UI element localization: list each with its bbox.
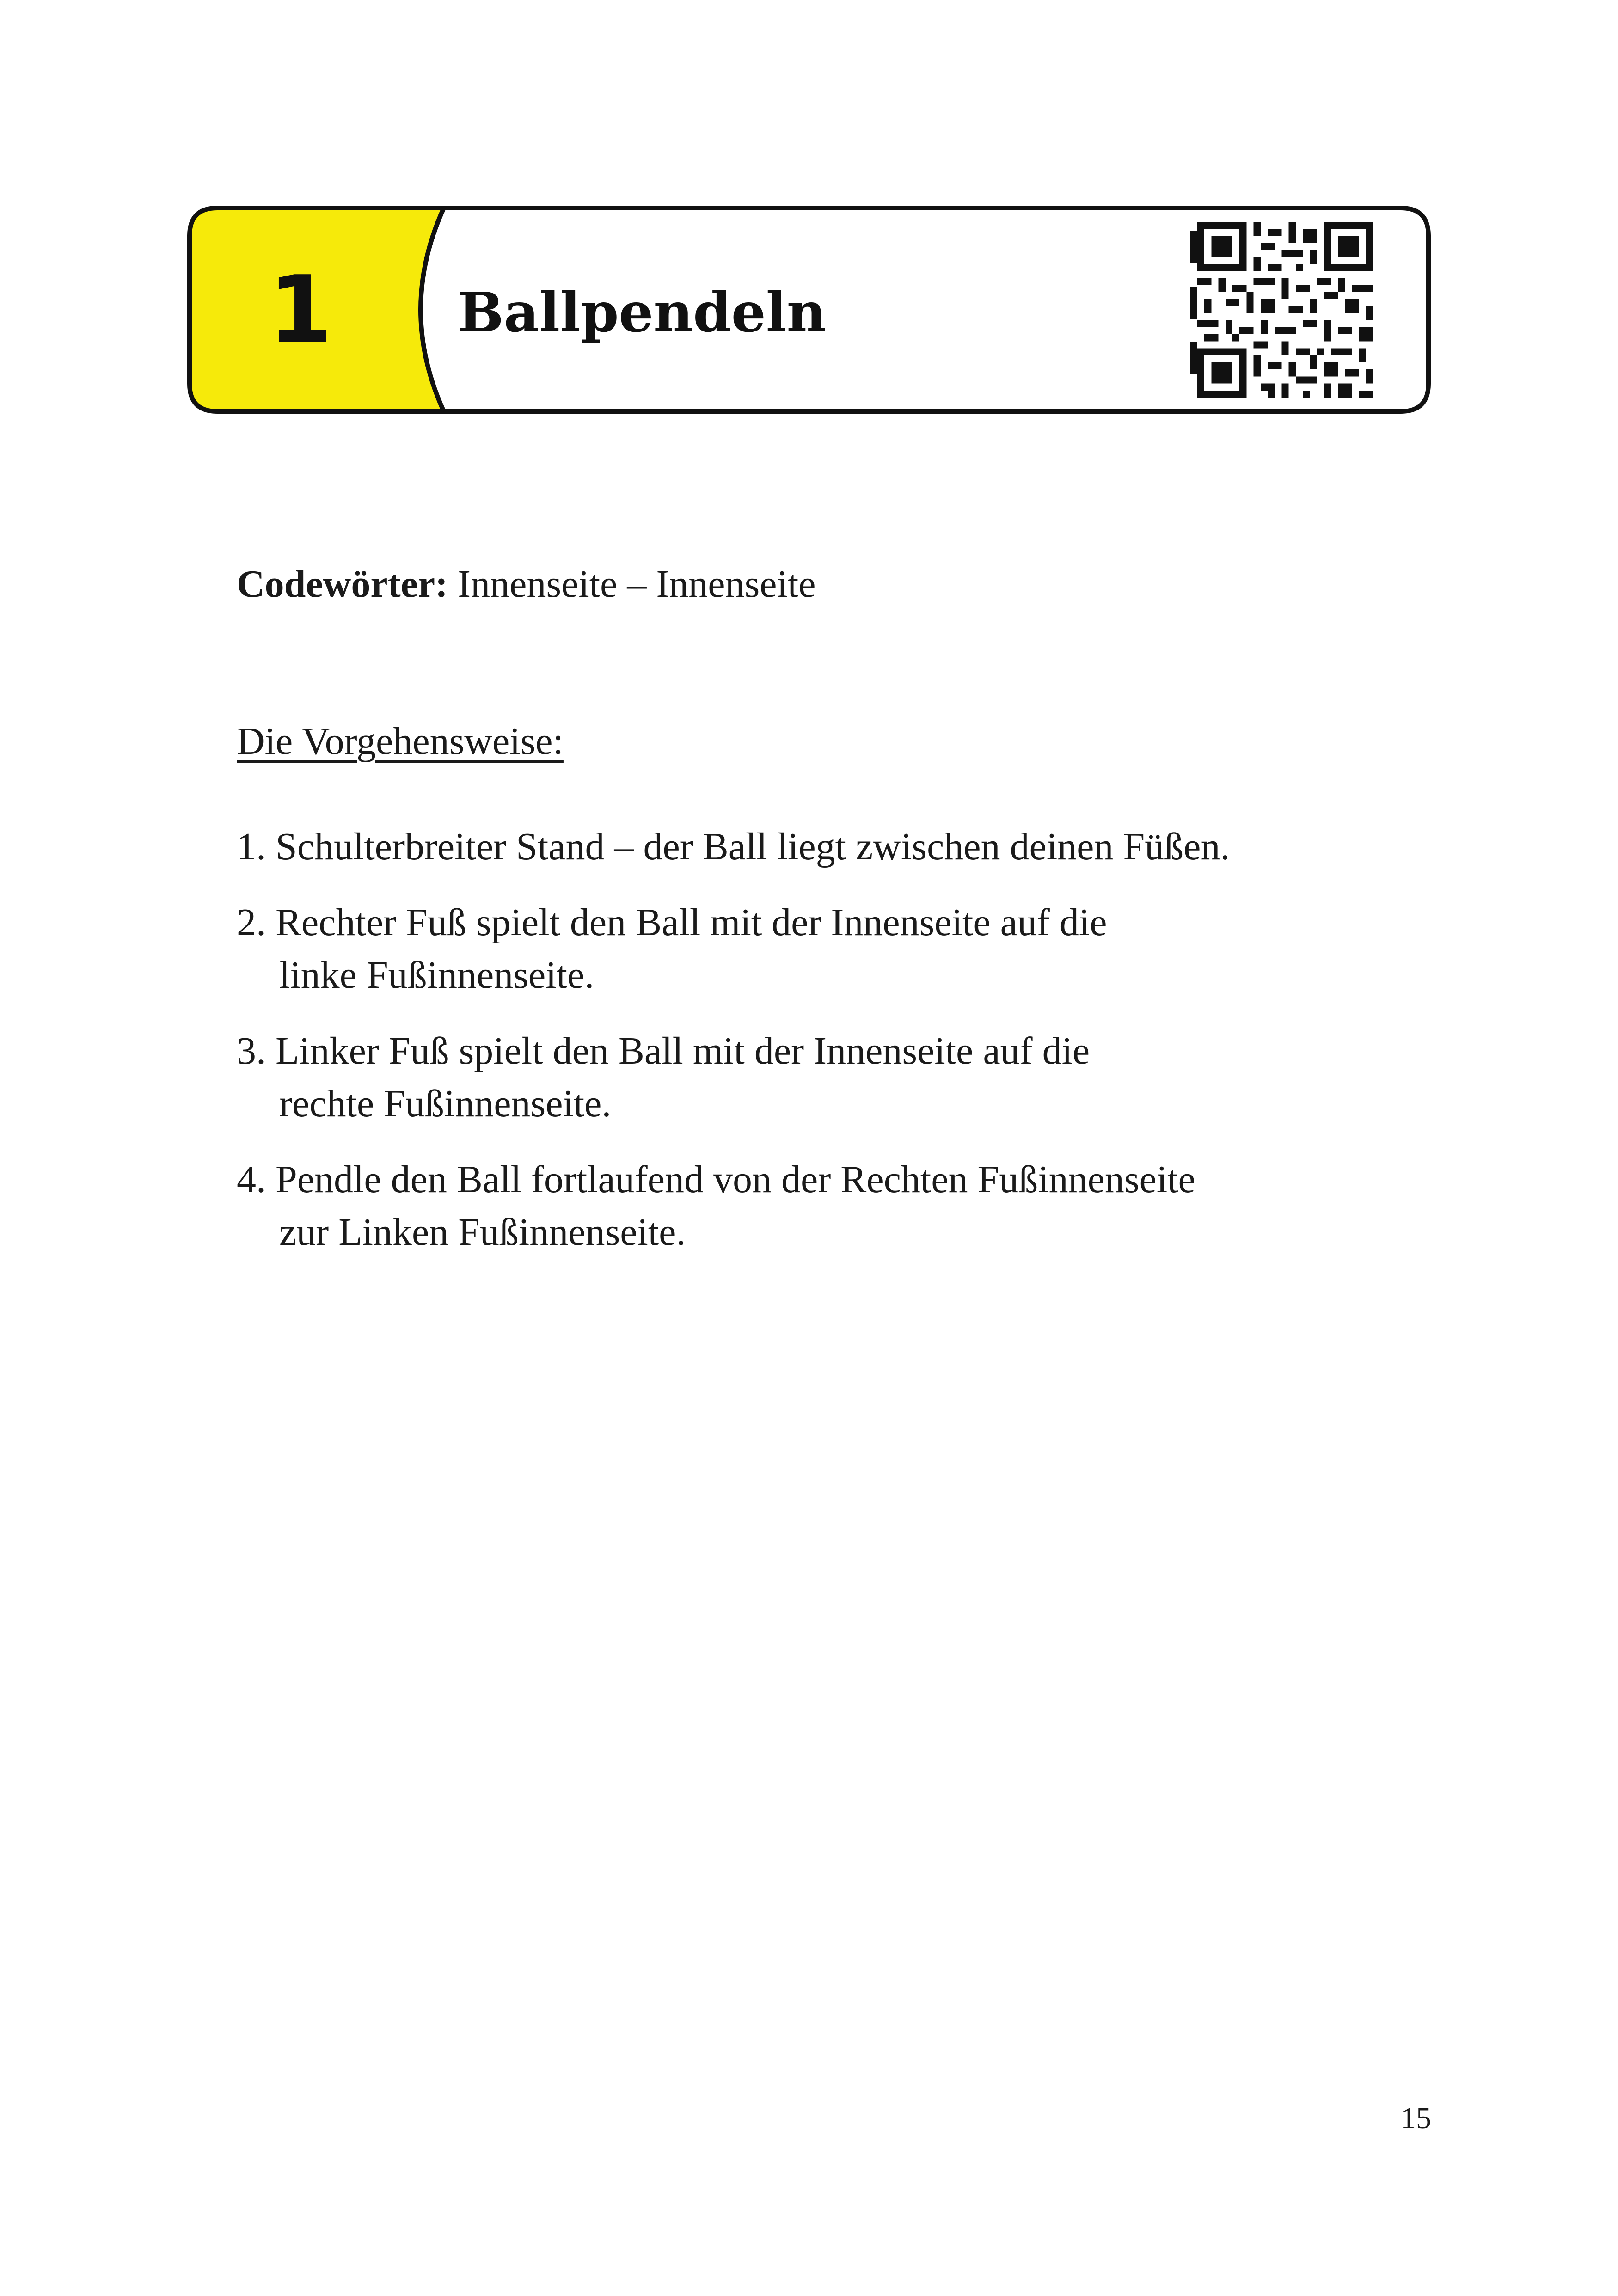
step-text: 2. Rechter Fuß spielt den Ball mit der Innenseite auf die (237, 901, 1107, 944)
step-text: 4. Pendle den Ball fortlaufend von der Rechten Fußinnenseite (237, 1158, 1195, 1201)
codewords-value: Innenseite – Innenseite (448, 563, 816, 606)
step-item (237, 896, 1485, 1002)
step-text-continuation: linke Fußinnenseite. (279, 954, 594, 997)
procedure-heading: Die Vorgehensweise: (237, 720, 564, 763)
qr-code-icon[interactable] (1170, 222, 1401, 398)
step-item (237, 1153, 1485, 1259)
step-item (237, 1025, 1485, 1130)
chapter-header (185, 203, 1433, 416)
page-number: 15 (1401, 2101, 1431, 2135)
chapter-title: Ballpendeln (458, 280, 827, 344)
step-text-continuation: rechte Fußinnenseite. (279, 1082, 612, 1125)
step-item (237, 820, 1485, 873)
codewords-label: Codewörter: (237, 563, 448, 606)
codewords-line (237, 562, 816, 606)
step-text: 1. Schulterbreiter Stand – der Ball liegt zwischen deinen Füßen. (237, 825, 1230, 868)
step-text-continuation: zur Linken Fußinnenseite. (279, 1211, 686, 1254)
steps-list (237, 820, 1485, 1282)
step-text: 3. Linker Fuß spielt den Ball mit der Innenseite auf die (237, 1029, 1090, 1072)
chapter-number: 1 (268, 256, 333, 364)
